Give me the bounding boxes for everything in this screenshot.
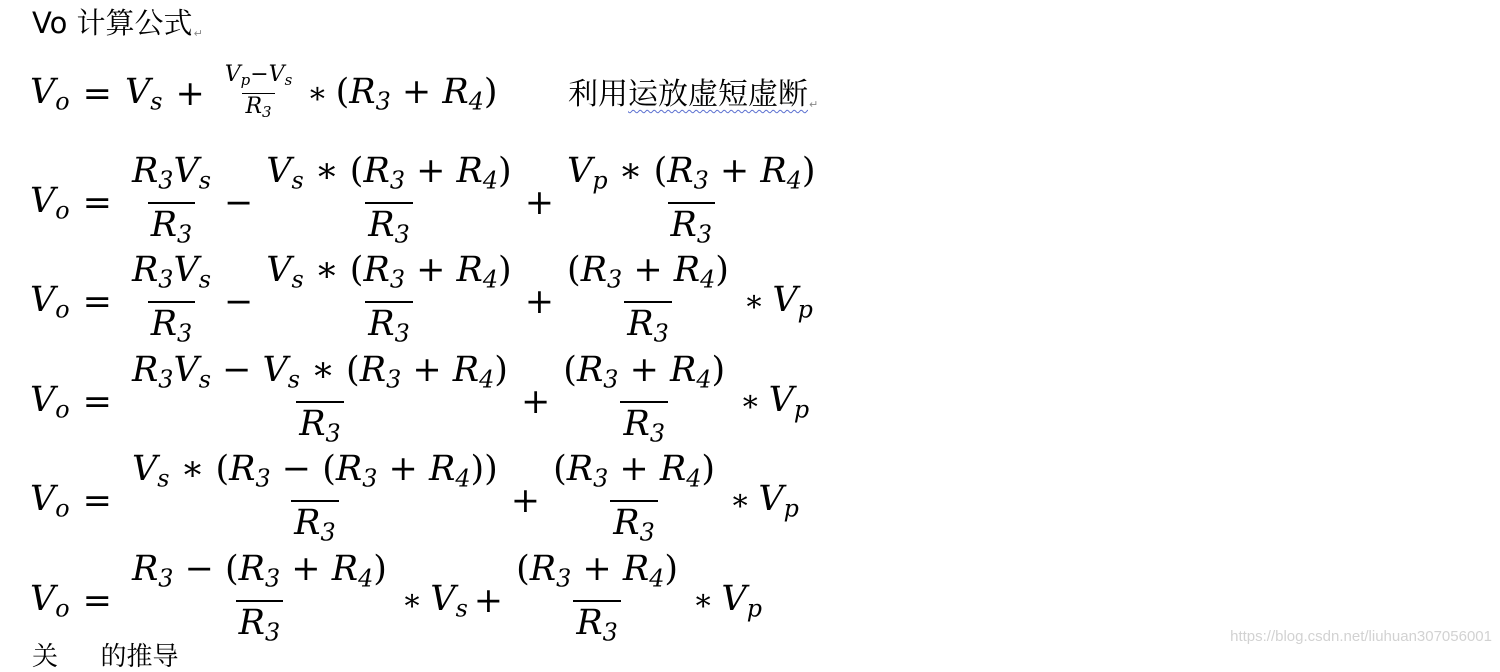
fraction: $\frac{V_s ∗ (R_3 - (R_3 + R_4))}{R_3}$ <box>129 448 501 553</box>
fraction: $\frac{R_3V_s}{R_3}$ <box>129 249 214 354</box>
paragraph-mark-icon: ↵ <box>809 98 819 111</box>
fraction: $\frac{(R_3 + R_4)}{R_3}$ <box>564 249 732 354</box>
equation-6: $V_o$ = $\frac{R_3 - (R_3 + R_4)}{R_3}$ ∗ $V_s$ + $\frac{(R_3 + R_4)}{R_3}$ ∗ $V_p$ <box>30 548 762 653</box>
fraction: $\frac{V_p-V_s}{R_3}$ <box>222 62 295 125</box>
side-note: 利用运放虚短虚断↵ <box>568 77 819 112</box>
fraction: $\frac{(R_3 + R_4)}{R_3}$ <box>550 448 718 553</box>
equation-5: $V_o$ = $\frac{V_s ∗ (R_3 - (R_3 + R_4))}{R_3}$ + $\frac{(R_3 + R_4)}{R_3}$ ∗ $V_p$ <box>30 448 799 553</box>
document-title: Vo 计算公式↵ <box>32 6 203 40</box>
equation-3: $V_o$ = $\frac{R_3V_s}{R_3}$ − $\frac{V_s ∗ (R_3 + R_4)}{R_3}$ + $\frac{(R_3 + R_4)}{R_3}$ ∗ $V_p$ <box>30 249 813 354</box>
equation-4: $V_o$ = $\frac{R_3V_s - V_s ∗ (R_3 + R_4)}{R_3}$ + $\frac{(R_3 + R_4)}{R_3}$ ∗ $V_p$ <box>30 349 809 454</box>
equation-2: $V_o$ = $\frac{R_3V_s}{R_3}$ − $\frac{V_s ∗ (R_3 + R_4)}{R_3}$ + $\frac{V_p ∗ (R_3 + R_4)}{R_3}$ <box>30 150 822 255</box>
watermark: https://blog.csdn.net/liuhuan307056001 <box>1230 628 1492 645</box>
paragraph-mark-icon: ↵ <box>193 27 203 40</box>
fraction: $\frac{V_s ∗ (R_3 + R_4)}{R_3}$ <box>263 249 514 354</box>
fraction: $\frac{R_3V_s}{R_3}$ <box>129 150 214 255</box>
fraction: $\frac{V_p ∗ (R_3 + R_4)}{R_3}$ <box>564 150 818 255</box>
fraction: $\frac{R_3V_s - V_s ∗ (R_3 + R_4)}{R_3}$ <box>129 349 511 454</box>
equation-1: $V_o$ = $V_s$ + $\frac{V_p-V_s}{R_3}$ ∗ $(R_3 + R_4)$ <box>30 62 498 125</box>
fraction: $\frac{V_s ∗ (R_3 + R_4)}{R_3}$ <box>263 150 514 255</box>
fraction: $\frac{(R_3 + R_4)}{R_3}$ <box>560 349 728 454</box>
fraction: $\frac{R_3 - (R_3 + R_4)}{R_3}$ <box>129 548 390 653</box>
partial-next-line: 关 的推导 <box>32 642 179 672</box>
fraction: $\frac{(R_3 + R_4)}{R_3}$ <box>513 548 681 653</box>
spellcheck-underlined-text: 运放虚短虚断 <box>628 77 808 112</box>
